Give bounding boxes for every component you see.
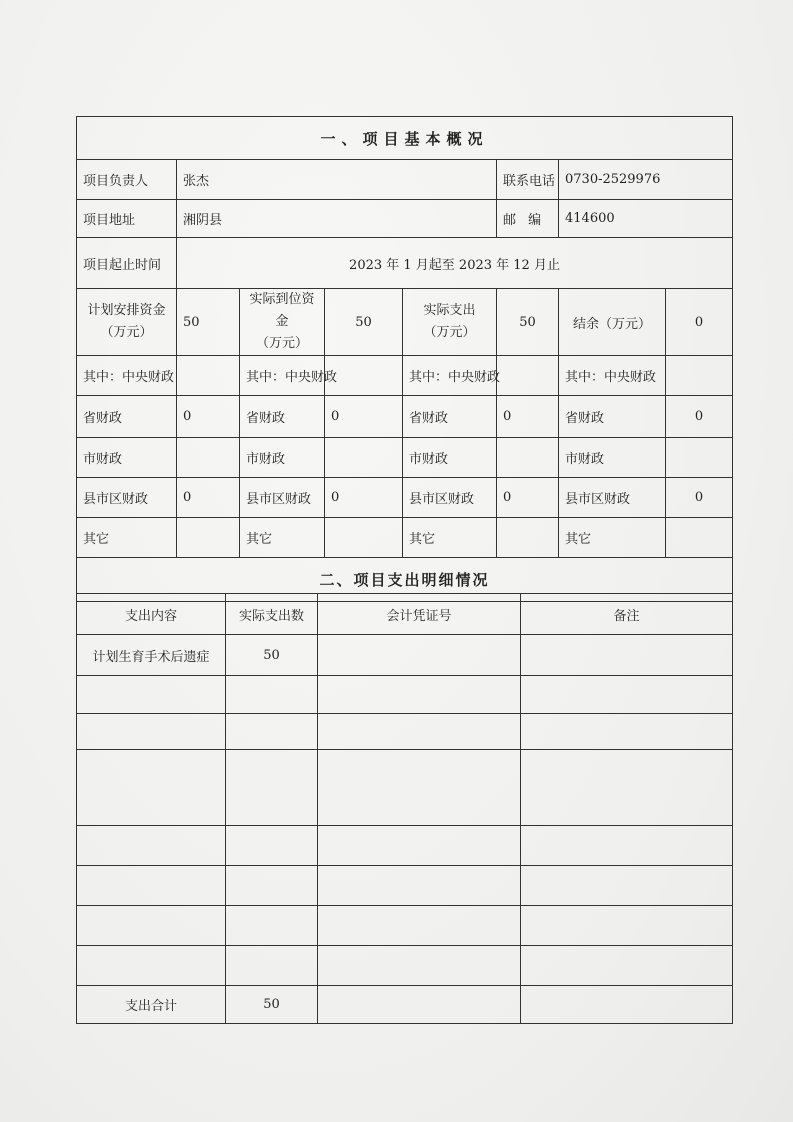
funds-row-value: [325, 438, 403, 478]
funds-row-label: 县市区财政: [240, 478, 325, 518]
expense-row: [77, 866, 733, 906]
received-funds-value: 50: [325, 289, 403, 356]
expense-amount: [226, 906, 318, 946]
total-remark: [521, 986, 733, 1024]
balance-value: 0: [666, 289, 733, 356]
expense-voucher: [318, 635, 521, 676]
col-amount-header: 实际支出数: [226, 594, 318, 635]
funds-row-value: 0: [177, 396, 240, 438]
funds-row-label: 其中：中央财政: [240, 356, 325, 396]
funds-row-value: [177, 438, 240, 478]
expense-remark: [521, 635, 733, 676]
funds-row-label: 市财政: [240, 438, 325, 478]
expense-voucher: [318, 946, 521, 986]
col-remark-header: 备注: [521, 594, 733, 635]
funds-row: [77, 396, 733, 438]
expense-remark: [521, 946, 733, 986]
funds-row-value: [666, 356, 733, 396]
expense-amount: [226, 866, 318, 906]
expense-amount: [226, 826, 318, 866]
funds-row-label: 其中：中央财政: [559, 356, 666, 396]
balance-label: 结余（万元）: [559, 289, 666, 356]
expense-content: 计划生育手术后遗症: [77, 635, 226, 676]
funds-row: [77, 478, 733, 518]
leader-value: 张杰: [177, 160, 497, 200]
funds-row-value: 0: [325, 478, 403, 518]
funds-row-label: 省财政: [77, 396, 177, 438]
expense-content: [77, 866, 226, 906]
leader-label: 项目负责人: [77, 160, 177, 200]
project-form: [76, 116, 733, 602]
expense-remark: [521, 826, 733, 866]
expense-row: [77, 676, 733, 714]
address-label: 项目地址: [77, 200, 177, 238]
expense-content: [77, 750, 226, 826]
total-voucher: [318, 986, 521, 1024]
funds-row-value: 0: [497, 478, 559, 518]
funds-row-value: 0: [497, 396, 559, 438]
funds-row-label: 其它: [559, 518, 666, 558]
expense-amount: [226, 676, 318, 714]
expense-content: [77, 714, 226, 750]
expense-voucher: [318, 826, 521, 866]
section1-title: 一、项目基本概况: [77, 117, 733, 160]
expense-row: [77, 906, 733, 946]
expense-remark: [521, 866, 733, 906]
phone-label: 联系电话: [497, 160, 559, 200]
expense-content: [77, 906, 226, 946]
planned-funds-label: 计划安排资金 （万元）: [77, 289, 177, 356]
expense-row: [77, 826, 733, 866]
expense-header-row: [77, 594, 733, 635]
expense-remark: [521, 676, 733, 714]
funds-row-label: 省财政: [559, 396, 666, 438]
funds-row: [77, 518, 733, 558]
funds-row-label: 其它: [77, 518, 177, 558]
col-content-header: 支出内容: [77, 594, 226, 635]
funds-row-label: 县市区财政: [77, 478, 177, 518]
funds-row-label: 省财政: [240, 396, 325, 438]
expense-row: [77, 946, 733, 986]
funds-row-value: [497, 518, 559, 558]
funds-row: [77, 356, 733, 396]
expense-voucher: [318, 676, 521, 714]
expense-voucher: [318, 750, 521, 826]
expense-content: [77, 946, 226, 986]
funds-row-label: 市财政: [403, 438, 497, 478]
funds-row-label: 其它: [403, 518, 497, 558]
total-label: 支出合计: [77, 986, 226, 1024]
postcode-label: 邮 编: [497, 200, 559, 238]
expense-amount: [226, 750, 318, 826]
planned-funds-value: 50: [177, 289, 240, 356]
funds-row-value: [666, 438, 733, 478]
expense-row: [77, 750, 733, 826]
funds-row-label: 市财政: [559, 438, 666, 478]
expense-detail-table: [76, 593, 733, 1024]
expense-remark: [521, 714, 733, 750]
funds-row-label: 市财政: [77, 438, 177, 478]
postcode-value: 414600: [559, 200, 733, 238]
col-voucher-header: 会计凭证号: [318, 594, 521, 635]
funds-row-value: [666, 518, 733, 558]
funds-row-value: 0: [666, 396, 733, 438]
funds-row-value: 0: [666, 478, 733, 518]
actual-spend-value: 50: [497, 289, 559, 356]
funds-row-label: 其中：中央财政: [77, 356, 177, 396]
phone-value: 0730-2529976: [559, 160, 733, 200]
expense-content: [77, 826, 226, 866]
received-funds-label: 实际到位资金 （万元）: [240, 289, 325, 356]
expense-voucher: [318, 866, 521, 906]
funds-row-label: 县市区财政: [559, 478, 666, 518]
expense-amount: [226, 946, 318, 986]
actual-spend-label: 实际支出 （万元）: [403, 289, 497, 356]
expense-content: [77, 676, 226, 714]
funds-row-value: [177, 518, 240, 558]
funds-row: [77, 438, 733, 478]
funds-row-value: [497, 356, 559, 396]
funds-row-value: 0: [177, 478, 240, 518]
expense-voucher: [318, 714, 521, 750]
expense-row: [77, 714, 733, 750]
expense-remark: [521, 906, 733, 946]
period-label: 项目起止时间: [77, 238, 177, 289]
funds-row-label: 其中：中央财政: [403, 356, 497, 396]
funds-row-value: [325, 518, 403, 558]
expense-amount: [226, 714, 318, 750]
section2-title: 二、项目支出明细情况: [77, 558, 733, 602]
funds-row-label: 省财政: [403, 396, 497, 438]
funds-row-label: 其它: [240, 518, 325, 558]
funds-row-value: 0: [325, 396, 403, 438]
expense-voucher: [318, 906, 521, 946]
address-value: 湘阴县: [177, 200, 497, 238]
funds-row-value: [177, 356, 240, 396]
expense-row: [77, 635, 733, 676]
expense-amount: 50: [226, 635, 318, 676]
funds-row-value: [497, 438, 559, 478]
expense-remark: [521, 750, 733, 826]
period-value: 2023 年 1 月起至 2023 年 12 月止: [177, 238, 733, 289]
funds-row-label: 县市区财政: [403, 478, 497, 518]
total-value: 50: [226, 986, 318, 1024]
expense-total-row: [77, 986, 733, 1024]
funds-header-row: [77, 289, 733, 356]
